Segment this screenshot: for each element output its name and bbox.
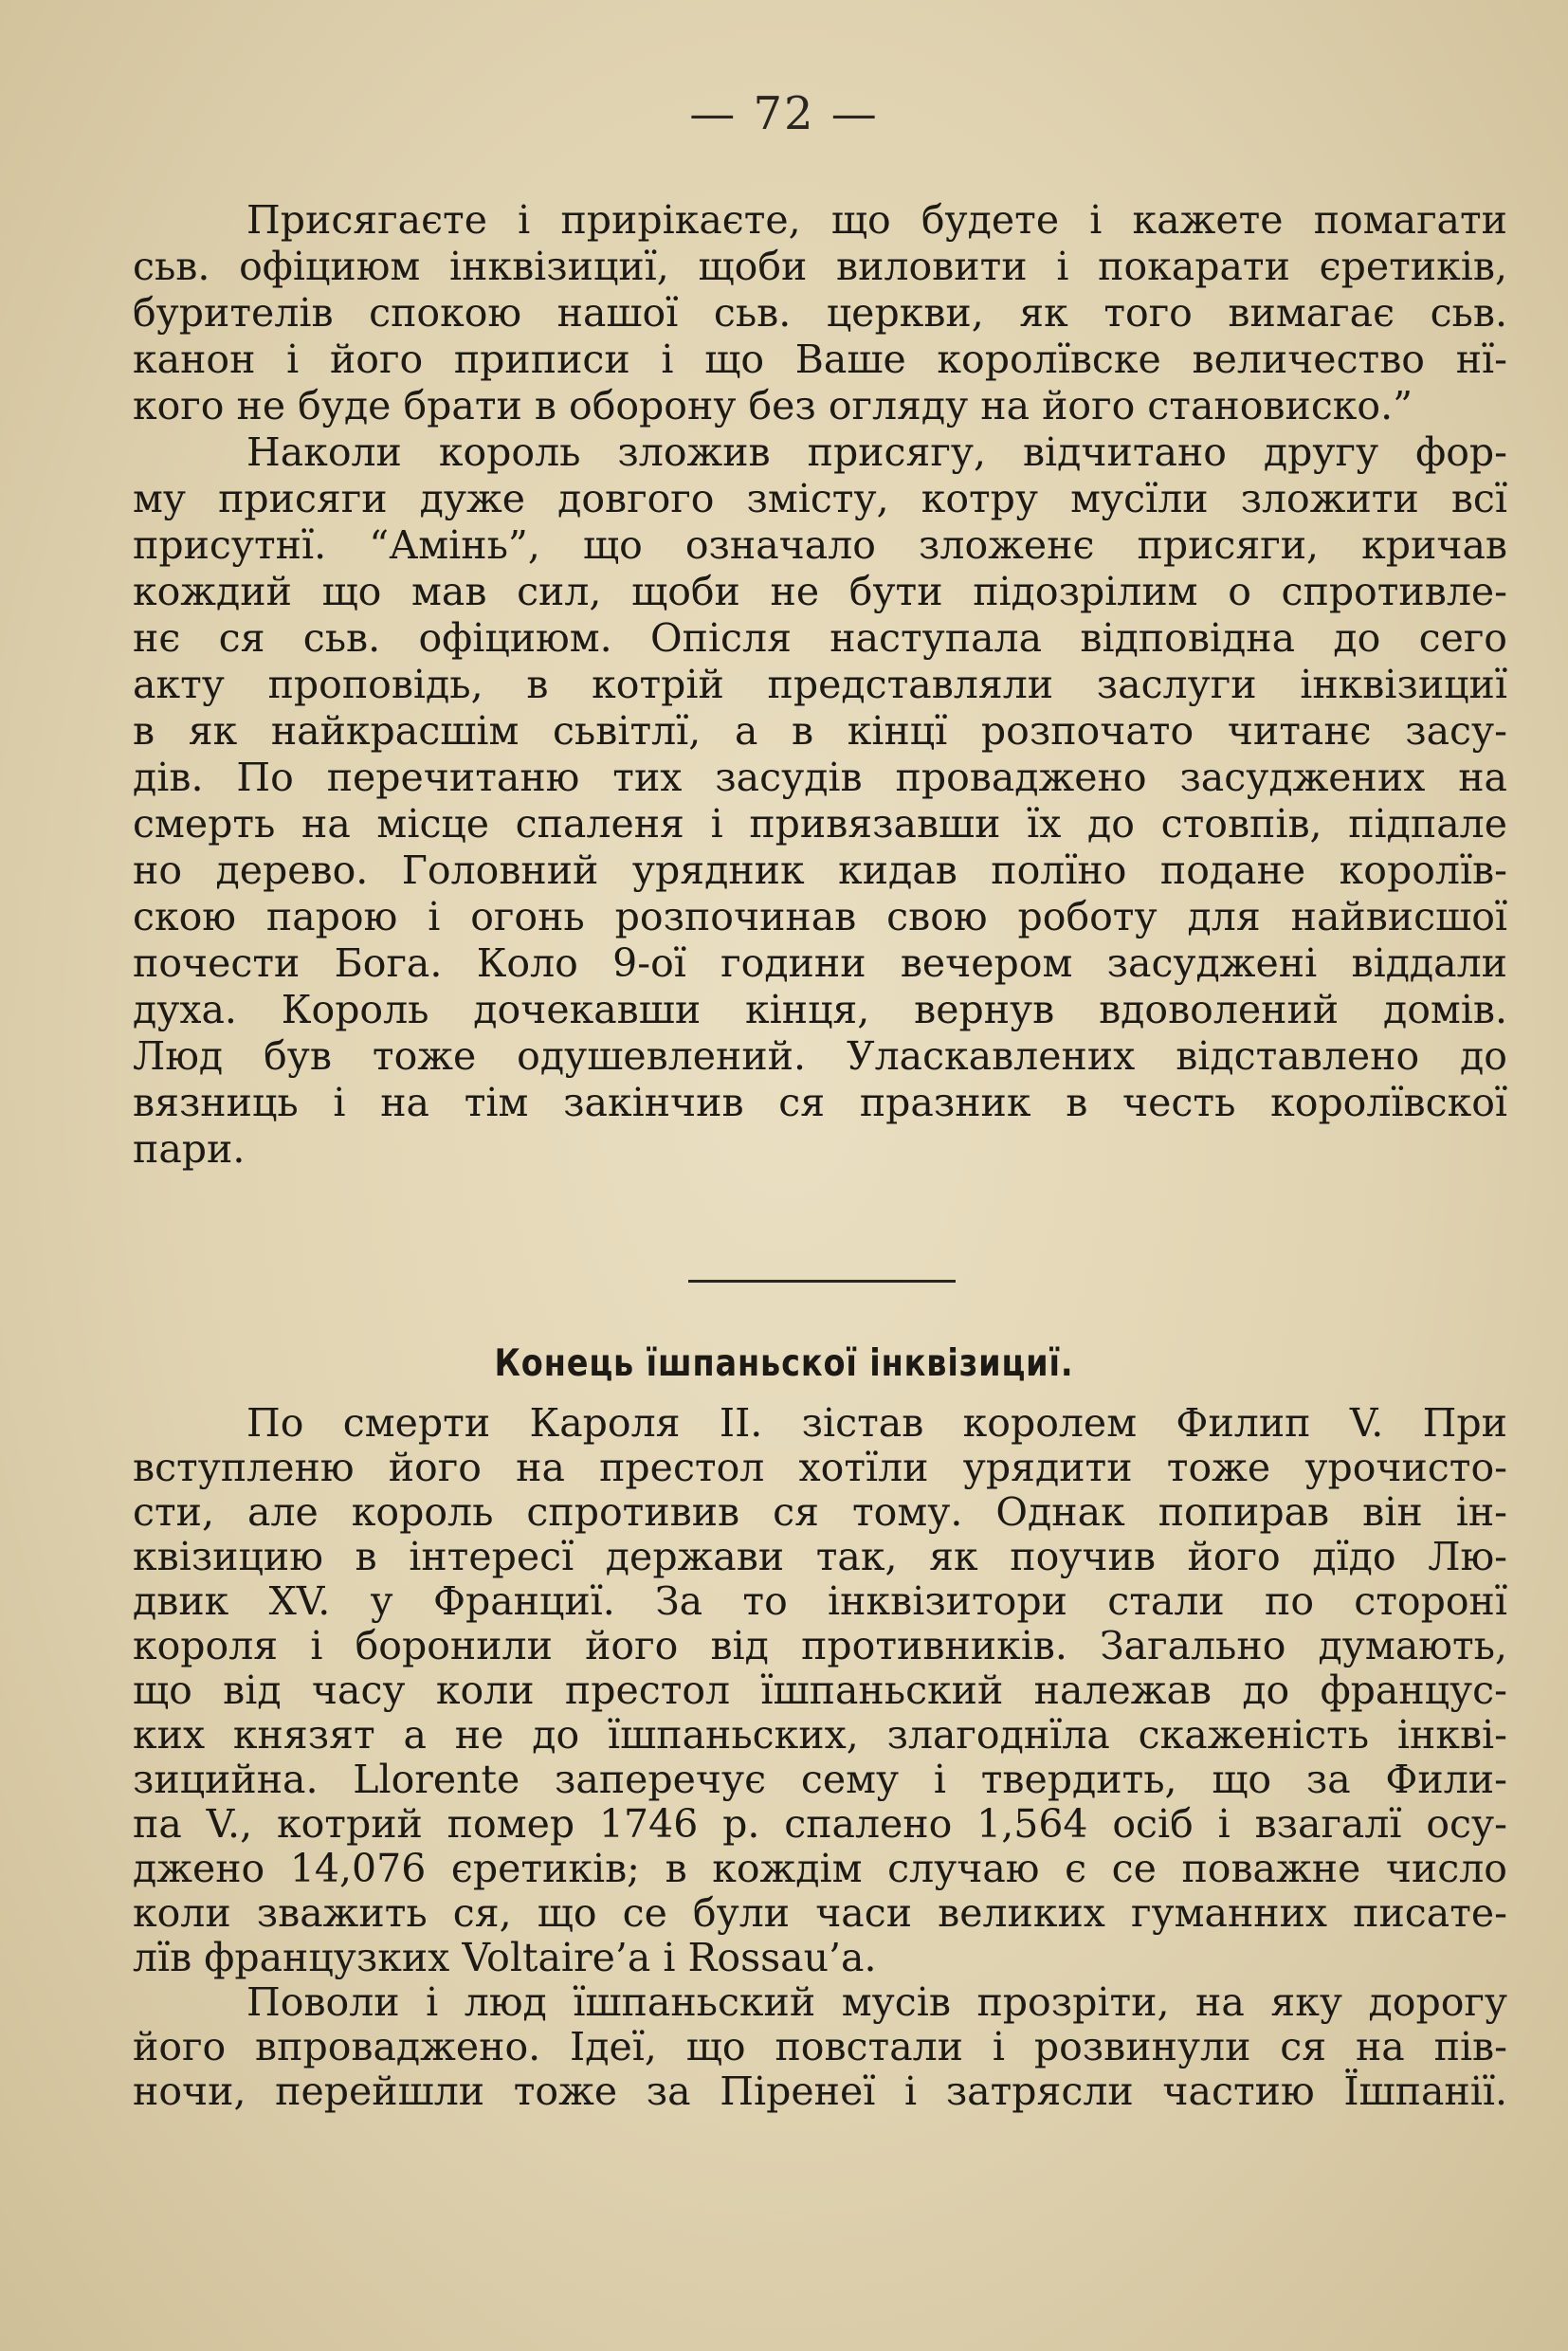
text-line: що від часу коли престол їшпаньский належав до францус-: [133, 1668, 1507, 1713]
text-line: сти, але король спротивив ся тому. Однак попирав він ін-: [133, 1489, 1507, 1535]
text-line: духа. Король дочекавши кінця, вернув вдоволений домів.: [133, 987, 1507, 1032]
text-line: Наколи король зложив присягу, відчитано другу фор-: [246, 429, 1507, 475]
text-line: джено 14,076 єретиків; в кождім случаю є се поважне число: [133, 1846, 1507, 1891]
text-line: нє ся сьв. офіциюм. Опісля наступала відповідна до сего: [133, 615, 1507, 661]
text-line: Присягаєте і прирікаєте, що будете і кажете помагати: [246, 197, 1507, 243]
text-line: Поволи і люд їшпаньский мусів прозріти, на яку дорогу: [246, 1979, 1507, 2025]
text-line: його впроваджено. Ідеї, що повстали і розвинули ся на пів-: [133, 2024, 1507, 2069]
text-line: в як найкрасшім сьвітлї, а в кінцї розпочато читанє засу-: [133, 708, 1507, 754]
text-line: присутнї. “Амінь”, що означало зложенє присяги, кричав: [133, 522, 1507, 568]
text-line: пари.: [133, 1126, 246, 1172]
section-1-text: [133, 197, 1507, 1173]
text-line: акту проповідь, в котрій представляли заслуги інквізициї: [133, 662, 1507, 707]
text-line: короля і боронили його від противників. Загально думають,: [133, 1623, 1507, 1668]
text-line: кождий що мав сил, щоби не бути підозрілим о спротивле-: [133, 569, 1507, 614]
text-line: двик XV. у Франциї. За то інквізитори стали по сторонї: [133, 1578, 1507, 1624]
text-line: скою парою і огонь розпочинав свою роботу для найвисшої: [133, 894, 1507, 939]
text-line: сьв. офіциюм інквізициї, щоби виловити і покарати єретиків,: [133, 244, 1507, 289]
text-line: лїв французких Voltaire’a і Rossau’a.: [133, 1935, 877, 1980]
text-line: но дерево. Головний урядник кидав полїно подане королїв-: [133, 847, 1507, 893]
text-line: квізицию в інтересї держави так, як поучив його дїдо Лю-: [133, 1534, 1507, 1579]
text-line: По смерти Кароля II. зістав королем Филип V. При: [246, 1400, 1507, 1446]
section-2-text: [133, 1401, 1507, 2114]
text-line: Люд був тоже одушевлений. Уласкавлених відставлено до: [133, 1033, 1507, 1079]
text-line: вязниць і на тім закінчив ся празник в честь королївскої: [133, 1080, 1507, 1125]
text-line: зицийна. Llorente заперечує сему і твердить, що за Фили-: [133, 1757, 1507, 1802]
text-line: канон і його приписи і що Ваше королївске величество нї-: [133, 337, 1507, 382]
page-number: — 72 —: [689, 87, 879, 140]
text-line: вступленю його на престол хотїли урядити тоже урочисто-: [133, 1445, 1507, 1490]
text-line: коли зважить ся, що се були часи великих гуманних писате-: [133, 1890, 1507, 1936]
text-line: кого не буде брати в оборону без огляду на його становиско.”: [133, 383, 1413, 428]
section-heading: Конець їшпаньскої інквізициї.: [494, 1342, 1074, 1385]
text-line: ких князят а не до їшпаньских, злагоднїла скаженість інкві-: [133, 1712, 1507, 1758]
text-line: дів. По перечитаню тих засудів проваджено засуджених на: [133, 755, 1507, 800]
text-line: почести Бога. Коло 9-ої години вечером засуджені віддали: [133, 940, 1507, 986]
text-line: смерть на місце спаленя і привязавши їх до стовпів, підпале: [133, 801, 1507, 847]
text-line: бурителів спокою нашої сьв. церкви, як того вимагає сьв.: [133, 290, 1507, 336]
section-divider: [688, 1280, 956, 1283]
text-line: му присяги дуже довгого змісту, котру мусїли зложити всї: [133, 476, 1507, 521]
text-line: ночи, перейшли тоже за Піренеї і затрясли частию Їшпанії.: [133, 2069, 1507, 2114]
text-line: па V., котрий помер 1746 р. спалено 1,564 осіб і взагалї осу-: [133, 1801, 1507, 1847]
